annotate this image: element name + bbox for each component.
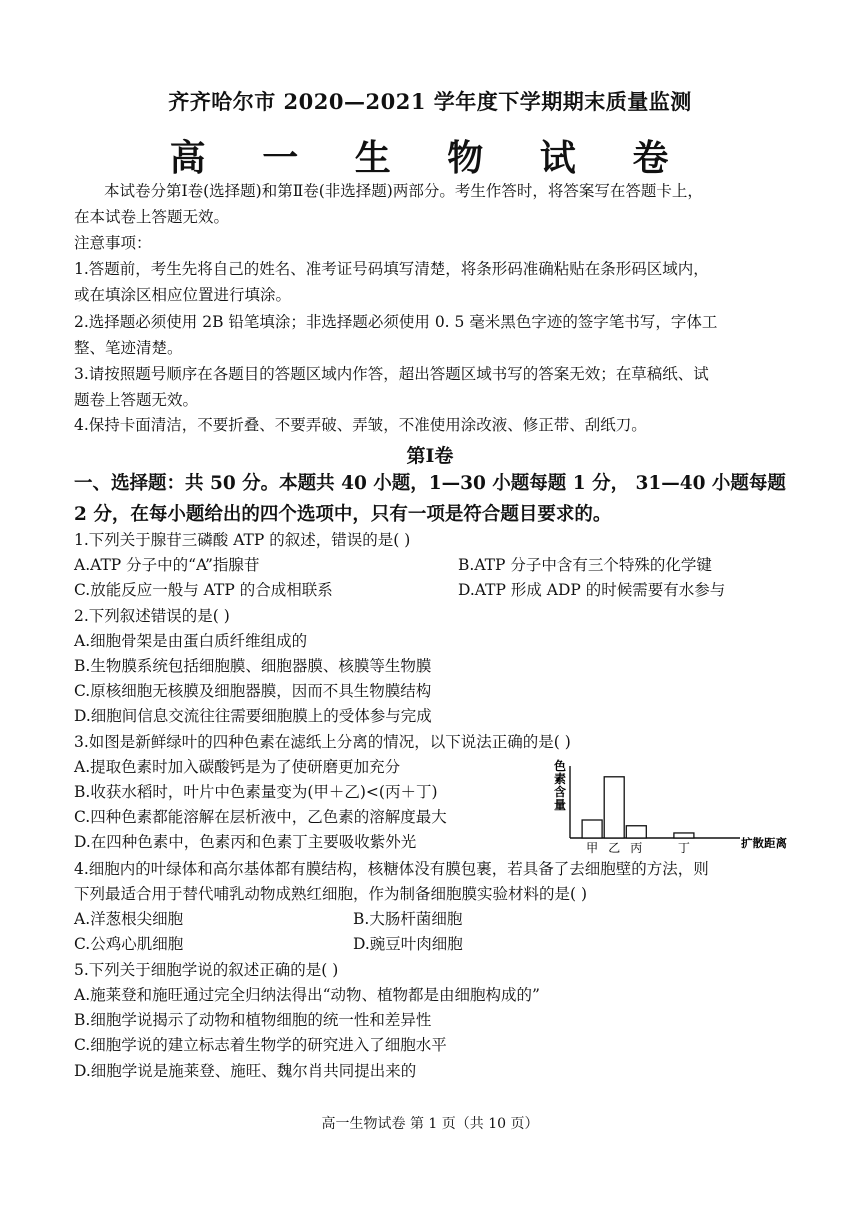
- question-1-option-a: A.ATP 分子中的“A”指腺苷: [74, 556, 260, 574]
- note-line: 3.请按照题号顺序在各题目的答题区域内作答，超出答题区域书写的答案无效；在草稿纸、试: [74, 365, 709, 383]
- question-2-option-d: D.细胞间信息交流往往需要细胞膜上的受体参与完成: [74, 707, 432, 725]
- question-3-option-a: A.提取色素时加入碳酸钙是为了使研磨更加充分: [74, 758, 401, 776]
- exam-title: 齐齐哈尔市 2020—2021 学年度下学期期末质量监测: [168, 89, 692, 114]
- note-line: 1.答题前，考生先将自己的姓名、准考证号码填写清楚，将条形码准确粘贴在条形码区域内，: [74, 260, 709, 278]
- question-5-option-d: D.细胞学说是施莱登、施旺、魏尔肖共同提出来的: [74, 1062, 417, 1080]
- chart-bar-丙: [626, 826, 646, 838]
- note-line: 4.保持卡面清洁，不要折叠、不要弄破、弄皱，不准使用涂改液、修正带、刮纸刀。: [74, 416, 647, 434]
- question-3-stem: 3.如图是新鲜绿叶的四种色素在滤纸上分离的情况，以下说法正确的是( ): [74, 733, 571, 751]
- chart-xlabel: 扩散距离: [741, 836, 787, 850]
- question-3-option-c: C.四种色素都能溶解在层析液中，乙色素的溶解度最大: [74, 808, 447, 826]
- question-5-stem: 5.下列关于细胞学说的叙述正确的是( ): [74, 961, 339, 979]
- chart-bar-乙: [604, 777, 624, 838]
- intro-line-2: 在本试卷上答题无效。: [74, 208, 230, 226]
- question-5-option-a: A.施莱登和施旺通过完全归纳法得出“动物、植物都是由细胞构成的”: [74, 986, 540, 1004]
- note-line: 整、笔迹清楚。: [74, 339, 183, 357]
- exam-subject-title: 高 一 生 物 试 卷: [169, 137, 691, 179]
- question-4-option-d: D.豌豆叶肉细胞: [353, 935, 463, 953]
- intro-line-1: 本试卷分第Ⅰ卷(选择题)和第Ⅱ卷(非选择题)两部分。考生作答时，将答案写在答题卡上，: [104, 182, 703, 200]
- page-footer: 高一生物试卷 第 1 页（共 10 页）: [321, 1116, 539, 1132]
- question-3-option-d: D.在四种色素中，色素丙和色素丁主要吸收紫外光: [74, 833, 417, 851]
- notes-heading: 注意事项：: [74, 234, 152, 252]
- question-1-option-d: D.ATP 形成 ADP 的时候需要有水参与: [458, 581, 726, 599]
- chart-bar-丁: [674, 833, 694, 838]
- question-3-option-b: B.收获水稻时，叶片中色素量变为(甲＋乙)<(丙＋丁): [74, 783, 438, 801]
- pigment-chart: [548, 756, 798, 858]
- question-2-stem: 2.下列叙述错误的是( ): [74, 607, 230, 625]
- note-line: 题卷上答题无效。: [74, 391, 199, 409]
- question-4-option-c: C.公鸡心肌细胞: [74, 935, 184, 953]
- chart-ylabel-char: 量: [553, 798, 567, 812]
- question-5-option-c: C.细胞学说的建立标志着生物学的研究进入了细胞水平: [74, 1036, 447, 1054]
- part-instructions-1: 一、选择题：共 50 分。本题共 40 小题，1—30 小题每题 1 分， 31—40 小题每题: [74, 473, 786, 494]
- question-2-option-c: C.原核细胞无核膜及细胞器膜，因而不具生物膜结构: [74, 682, 432, 700]
- note-line: 2.选择题必须使用 2B 铅笔填涂；非选择题必须使用 0. 5 毫米黑色字迹的签字笔书写，字体工: [74, 313, 718, 331]
- note-line: 或在填涂区相应位置进行填涂。: [74, 286, 292, 304]
- question-1-option-b: B.ATP 分子中含有三个特殊的化学键: [458, 556, 712, 574]
- chart-bar-甲: [582, 820, 602, 838]
- question-2-option-b: B.生物膜系统包括细胞膜、细胞器膜、核膜等生物膜: [74, 657, 432, 675]
- chart-ylabel-char: 素: [553, 772, 567, 786]
- question-5-option-b: B.细胞学说揭示了动物和植物细胞的统一性和差异性: [74, 1011, 432, 1029]
- chart-category-label: 丙: [630, 841, 643, 855]
- question-4-stem-2: 下列最适合用于替代哺乳动物成熟红细胞，作为制备细胞膜实验材料的是( ): [74, 885, 588, 903]
- chart-category-label: 甲: [586, 841, 599, 855]
- chart-ylabel-char: 色: [553, 759, 567, 773]
- chart-category-label: 丁: [677, 841, 690, 855]
- question-4-option-b: B.大肠杆菌细胞: [353, 910, 463, 928]
- question-4-option-a: A.洋葱根尖细胞: [74, 910, 184, 928]
- section-title: 第Ⅰ卷: [406, 445, 454, 467]
- part-instructions-2: 2 分，在每小题给出的四个选项中，只有一项是符合题目要求的。: [74, 504, 612, 525]
- question-1-stem: 1.下列关于腺苷三磷酸 ATP 的叙述，错误的是( ): [74, 531, 411, 549]
- chart-ylabel-char: 含: [553, 785, 567, 799]
- question-1-option-c: C.放能反应一般与 ATP 的合成相联系: [74, 581, 333, 599]
- chart-category-label: 乙: [608, 841, 621, 855]
- question-4-stem-1: 4.细胞内的叶绿体和高尔基体都有膜结构，核糖体没有膜包裹，若具备了去细胞壁的方法，则: [74, 860, 709, 878]
- question-2-option-a: A.细胞骨架是由蛋白质纤维组成的: [74, 632, 308, 650]
